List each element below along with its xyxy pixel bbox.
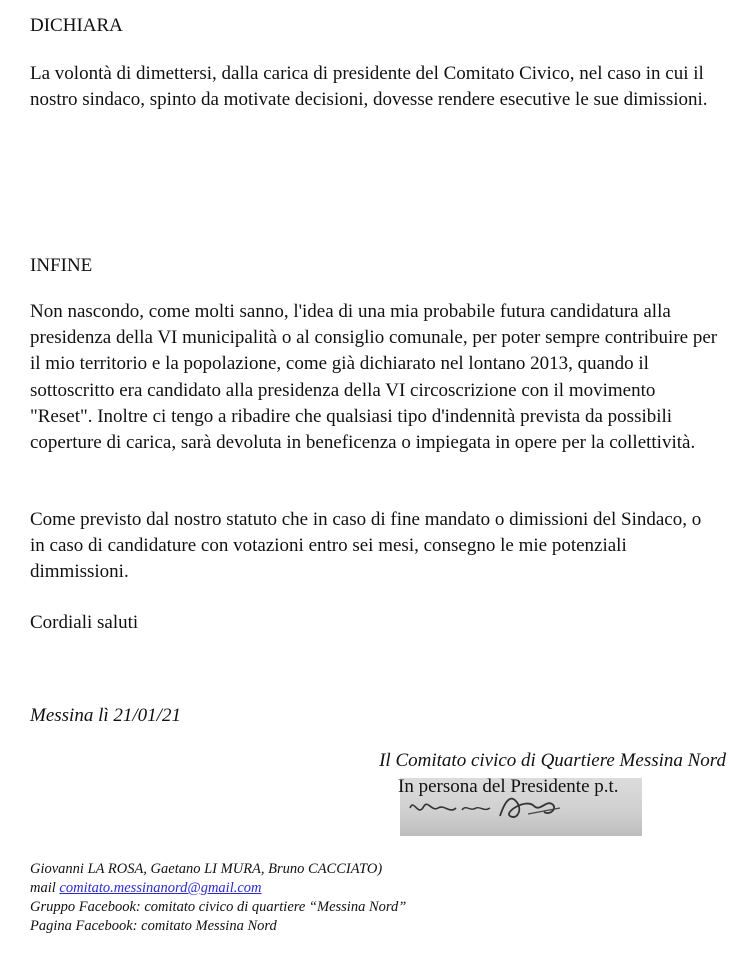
closing-greeting [30, 610, 720, 636]
heading-dichiara: DICHIARA [30, 15, 123, 36]
heading-infine: INFINE [30, 255, 93, 276]
paragraph-infine-2-text: Come previsto dal nostro statuto che in caso di fine mandato o dimissioni del Sindaco, o in caso di candidature con votazioni entro sei mesi, consegno le mie potenziali dimmissioni. [30, 509, 702, 583]
footer-mail-label: mail [30, 880, 56, 896]
paragraph-infine-1 [30, 299, 720, 456]
paragraph-infine-2 [30, 507, 720, 586]
signature-committee-line: Il Comitato civico di Quartiere Messina Nord [379, 750, 726, 771]
paragraph-dichiara [30, 61, 720, 113]
footer-contacts [30, 860, 406, 936]
place-date [30, 703, 720, 729]
paragraph-dichiara-text: La volontà di dimettersi, dalla carica di presidente del Comitato Civico, nel caso in cui il nostro sindaco, spinto da motivate decisioni, dovesse rendere esecutive le sue dimissioni. [30, 63, 708, 111]
place-date-text: Messina lì 21/01/21 [30, 705, 181, 726]
footer-names: Giovanni LA ROSA, Gaetano LI MURA, Bruno CACCIATO) [30, 861, 383, 877]
closing-greeting-text: Cordiali saluti [30, 612, 139, 633]
footer-facebook-page: Pagina Facebook: comitato Messina Nord [30, 918, 277, 934]
footer-facebook-group: Gruppo Facebook: comitato civico di quartiere “Messina Nord” [30, 899, 407, 915]
footer-mail-link[interactable]: comitato.messinanord@gmail.com [59, 880, 262, 896]
signature-president-line: In persona del Presidente p.t. [398, 776, 619, 797]
paragraph-infine-1-text: Non nascondo, come molti sanno, l'idea di una mia probabile futura candidatura alla presidenza della VI municipalità o al consiglio comunale, per poter sempre contribuire per il mio territorio e la popolazione, come già dichiarato nel lontano 2013, quando il sottoscritto era candidato alla presidenza della VI circoscrizione con il movimento "Reset". Inoltre ci tengo a ribadire che qualsiasi tipo d'indennità prevista da possibili coperture di carica, sarà devoluta in beneficenza o impiegata in opere per la collettività. [30, 301, 718, 454]
footer-mail-row [30, 879, 406, 898]
